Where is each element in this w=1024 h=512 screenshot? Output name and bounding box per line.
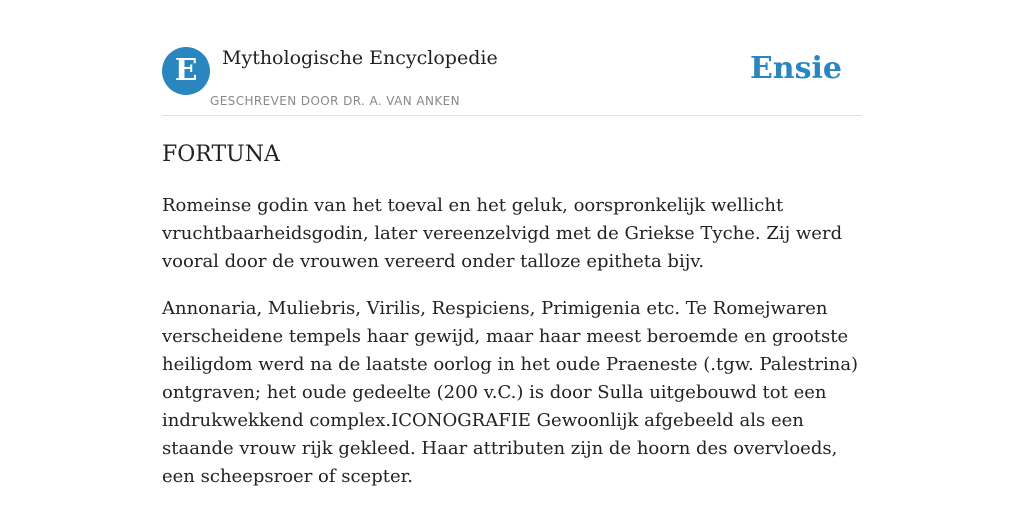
encyclopedia-title[interactable]: Mythologische Encyclopedie [222,47,498,69]
article-paragraph: Romeinse godin van het toeval en het geluk, oorspronkelijk wellicht vruchtbaarheidsgodin, later vereenzelvigd met de Griekse Tyche. Zij werd vooral door de vrouwen vereerd onder talloze epitheta bijv. [162,195,843,272]
encyclopedia-logo[interactable]: E [162,47,210,95]
article-page [162,0,862,487]
header [162,0,862,116]
article-paragraph: Annonaria, Muliebris, Virilis, Respiciens, Primigenia etc. Te Romejwaren verscheidene tempels haar gewijd, maar haar meest beroemde en grootste heiligdom werd na de laatste oorlog in het oude Praeneste (.tgw. Palestrina) ontgraven; het oude gedeelte (200 v.C.) is door Sulla uitgebouwd tot een indrukwekkend complex.ICONOGRAFIE Gewoonlijk afgebeeld als een staande vrouw rijk gekleed. Haar attributen zijn de hoorn des overvloeds, een scheepsroer of scepter. [162,298,859,487]
page-title: FORTUNA [162,142,280,167]
brand-logo[interactable]: Ensie [749,51,842,86]
author-line: GESCHREVEN DOOR DR. A. VAN ANKEN [210,94,460,108]
